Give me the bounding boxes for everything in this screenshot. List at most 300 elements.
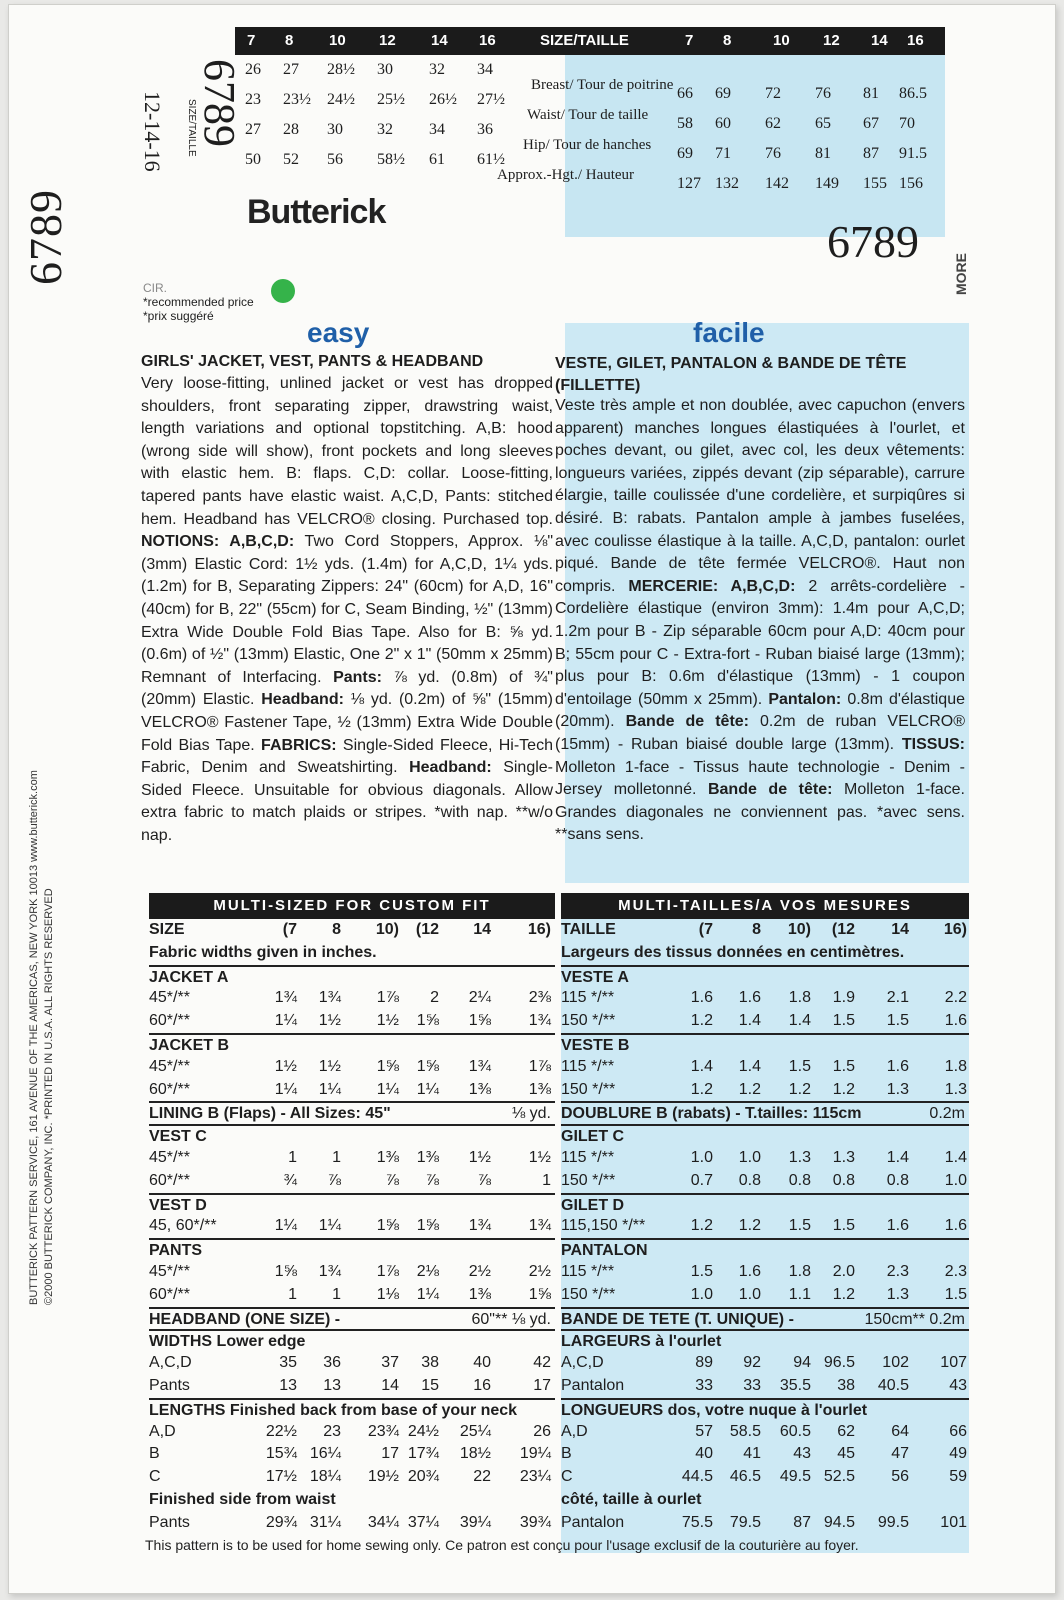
row-value: 1⅜	[376, 1148, 399, 1166]
table-row	[149, 1147, 555, 1170]
row-value: 1.3	[886, 1285, 909, 1303]
row-value: 101	[940, 1513, 967, 1531]
chart-left-size-4: 14	[431, 32, 448, 49]
table-row	[149, 1375, 555, 1398]
row-label: 60*/**	[149, 1285, 190, 1303]
table-title-bar: MULTI-SIZED FOR CUSTOM FIT	[149, 893, 555, 919]
side-pattern-number: 6789	[20, 189, 71, 285]
table-row	[149, 1079, 555, 1102]
table-row	[561, 1421, 969, 1444]
row-value: 64	[891, 1422, 909, 1440]
chart-right-size-2: 10	[773, 32, 790, 49]
body-measurement-chart	[235, 27, 945, 202]
row-label: JACKET A	[149, 968, 229, 986]
row-value: 1.0	[738, 1148, 761, 1166]
row-value: 1¾	[468, 1217, 491, 1235]
chart-right-size-3: 12	[823, 32, 840, 49]
row-value: 1⅝	[416, 1012, 439, 1030]
row-value: 1.2	[738, 1217, 761, 1235]
row-label: 45*/**	[149, 1262, 190, 1280]
row-value: 0.8	[886, 1171, 909, 1189]
row-value: 1.2	[690, 1217, 713, 1235]
flap-size-label	[127, 45, 197, 185]
row-value: 19½	[367, 1468, 399, 1486]
row-label: A,D	[561, 1422, 588, 1440]
row-label: HEADBAND (ONE SIZE) -	[149, 1310, 341, 1328]
row-value: 26	[533, 1422, 551, 1440]
row-value: 75.5	[681, 1513, 713, 1531]
row-value: 49.5	[779, 1468, 811, 1486]
row-value: 0.8	[788, 1171, 811, 1189]
chart-right-cell: 72	[765, 85, 781, 102]
row-value: 1	[288, 1148, 297, 1166]
row-value: 43	[793, 1445, 811, 1463]
flap-pattern-number: 6789	[195, 59, 244, 147]
table-row	[561, 1329, 969, 1352]
row-value: 1¾	[528, 1217, 551, 1235]
row-value: 1⅝	[416, 1217, 439, 1235]
row-value: 1⅜	[468, 1285, 491, 1303]
row-value: 1½	[528, 1148, 551, 1166]
row-value: 2⅛	[416, 1262, 439, 1280]
row-value: 1¼	[416, 1285, 439, 1303]
table-row	[149, 1193, 555, 1216]
row-label: LENGTHS Finished back from base of your neck	[149, 1401, 518, 1419]
row-value: 40	[473, 1354, 491, 1372]
row-label: SIZE	[149, 921, 185, 938]
row-value: 1.6	[944, 1012, 967, 1030]
row-label: DOUBLURE B (rabats) - T.tailles: 115cm	[561, 1105, 862, 1123]
row-label: 115 */**	[561, 1262, 615, 1280]
row-value: 1⅝	[468, 1012, 491, 1030]
row-value: (12	[831, 921, 855, 938]
table-row	[149, 1512, 555, 1535]
chart-right-cell: 81	[863, 85, 879, 102]
table-row	[561, 987, 969, 1010]
row-value: ⅞	[477, 1171, 491, 1189]
row-label: TAILLE	[561, 921, 616, 938]
chart-right-cell: 62	[765, 115, 781, 132]
row-value: 2.2	[944, 989, 967, 1007]
row-value: 8	[332, 921, 341, 938]
row-value: 1.6	[944, 1217, 967, 1235]
row-label: A,C,D	[149, 1354, 192, 1372]
row-extra: 60"** ⅛ yd.	[471, 1310, 551, 1328]
table-row	[149, 1352, 555, 1375]
row-value: 1.0	[690, 1285, 713, 1303]
chart-left-cell: 23	[245, 91, 261, 108]
row-label: B	[561, 1445, 572, 1463]
row-value: 56	[891, 1468, 909, 1486]
row-value: 1¾	[318, 989, 341, 1007]
chart-right-size-5: 16	[907, 32, 924, 49]
row-label: 150 */**	[561, 1012, 616, 1030]
table-row	[561, 1512, 969, 1535]
row-value: 1⅜	[528, 1080, 551, 1098]
table-row	[149, 1398, 555, 1421]
row-value: 1	[332, 1148, 341, 1166]
row-label: 150 */**	[561, 1285, 616, 1303]
table-row	[561, 1215, 969, 1238]
table-row	[561, 1101, 969, 1124]
row-value: 1.5	[832, 1057, 855, 1075]
row-value: 1.6	[886, 1217, 909, 1235]
chart-left-cell: 28	[283, 121, 299, 138]
row-value: 1.5	[944, 1285, 967, 1303]
table-row	[149, 1010, 555, 1033]
chart-right-cell: 71	[715, 145, 731, 162]
row-value: (7	[282, 921, 297, 938]
chart-left-size-3: 12	[379, 32, 396, 49]
row-label: Pants	[149, 1376, 190, 1394]
row-value: 58.5	[729, 1422, 761, 1440]
row-value: 1.4	[738, 1057, 761, 1075]
row-value: 33	[743, 1376, 761, 1394]
chart-right-cell: 91.5	[899, 145, 927, 162]
row-label: 115 */**	[561, 1148, 615, 1166]
table-row	[149, 1101, 555, 1124]
row-value: 47	[891, 1445, 909, 1463]
chart-left-cell: 50	[245, 151, 261, 168]
chart-left-cell: 26	[245, 61, 261, 78]
row-value: 40	[695, 1445, 713, 1463]
chart-left-size-0: 7	[247, 32, 256, 49]
row-label: VESTE B	[561, 1036, 630, 1054]
chart-size-title: SIZE/TAILLE	[540, 32, 629, 49]
row-value: 1½	[468, 1148, 491, 1166]
chart-left-cell: 26½	[429, 91, 457, 108]
chart-left-cell: 30	[377, 61, 393, 78]
pattern-envelope-back	[8, 4, 1056, 1594]
row-label: VEST C	[149, 1128, 207, 1146]
row-value: 35	[279, 1354, 297, 1372]
row-label: Pantalon	[561, 1376, 625, 1394]
row-value: 60.5	[779, 1422, 811, 1440]
row-value: 1.6	[738, 1262, 761, 1280]
row-extra: 0.2m	[929, 1105, 965, 1123]
corner-text: MORE	[953, 253, 969, 295]
table-row	[149, 1124, 555, 1147]
row-label: Fabric widths given in inches.	[149, 943, 377, 961]
row-value: 40.5	[877, 1376, 909, 1394]
chart-right-cell: 149	[815, 175, 839, 192]
row-value: 1.6	[886, 1057, 909, 1075]
chart-right-cell: 76	[765, 145, 781, 162]
table-row	[149, 919, 555, 942]
row-value: 38	[837, 1376, 855, 1394]
table-row	[149, 1443, 555, 1466]
row-label: GILET C	[561, 1128, 625, 1146]
row-value: 2¼	[468, 989, 491, 1007]
chart-right-cell: 156	[899, 175, 923, 192]
price-dot	[271, 279, 295, 303]
row-label: PANTS	[149, 1242, 203, 1260]
table-row	[149, 1215, 555, 1238]
row-value: 66	[949, 1422, 967, 1440]
row-label: C	[149, 1468, 161, 1486]
row-value: 1⅜	[468, 1080, 491, 1098]
row-label: 115 */**	[561, 1057, 615, 1075]
row-value: 1.8	[788, 1262, 811, 1280]
row-value: 1⅛	[376, 1285, 399, 1303]
row-value: 1¼	[274, 1080, 297, 1098]
chart-left-cell: 34	[429, 121, 445, 138]
brand-logo: Butterick	[247, 193, 386, 231]
chart-right-size-0: 7	[685, 32, 694, 49]
row-value: 49	[949, 1445, 967, 1463]
table-row	[561, 1375, 969, 1398]
row-value: ⅞	[385, 1171, 399, 1189]
row-value: 1⅝	[274, 1262, 297, 1280]
row-extra: ⅛ yd.	[511, 1105, 551, 1123]
chart-left-cell: 25½	[377, 91, 405, 108]
row-label: Largeurs des tissus données en centimètres.	[561, 943, 905, 961]
row-label: 115 */**	[561, 989, 615, 1007]
flap-size-caption: SIZE/TAILLE	[186, 99, 197, 157]
row-value: 36	[323, 1354, 341, 1372]
row-value: 99.5	[877, 1513, 909, 1531]
row-label: C	[561, 1468, 573, 1486]
chart-left-cell: 34	[477, 61, 493, 78]
chart-left-cell: 27	[245, 121, 261, 138]
row-value: 35.5	[779, 1376, 811, 1394]
row-value: 1.3	[886, 1080, 909, 1098]
row-label: 60*/**	[149, 1080, 190, 1098]
row-value: 16¼	[309, 1445, 341, 1463]
row-value: 1.2	[788, 1080, 811, 1098]
row-value: 2.3	[886, 1262, 909, 1280]
row-value: 38	[421, 1354, 439, 1372]
row-value: 1¾	[468, 1057, 491, 1075]
french-heading: facile	[693, 317, 765, 348]
row-label: 45*/**	[149, 1057, 190, 1075]
row-value: 1.5	[886, 1012, 909, 1030]
table-row	[149, 1033, 555, 1056]
row-value: 62	[837, 1422, 855, 1440]
row-value: 13	[279, 1376, 297, 1394]
row-label: 45, 60*/**	[149, 1217, 217, 1235]
chart-measure-label: Hip/ Tour de hanches	[523, 137, 652, 153]
row-value: 37¼	[407, 1513, 439, 1531]
row-value: 1.4	[886, 1148, 909, 1166]
row-label: JACKET B	[149, 1036, 230, 1054]
row-value: 1.3	[944, 1080, 967, 1098]
row-value: 1	[332, 1285, 341, 1303]
table-row	[561, 919, 969, 942]
row-value: 1.5	[690, 1262, 713, 1280]
row-value: 17¾	[407, 1445, 439, 1463]
row-value: 24½	[407, 1422, 439, 1440]
row-value: 1.2	[832, 1285, 855, 1303]
row-value: 1.0	[944, 1171, 967, 1189]
row-value: 79.5	[729, 1513, 761, 1531]
table-row	[149, 1284, 555, 1307]
table-row	[561, 1489, 969, 1512]
row-value: 1.2	[690, 1080, 713, 1098]
row-value: 94	[793, 1354, 811, 1372]
row-value: 1⅝	[376, 1217, 399, 1235]
table-row	[561, 1466, 969, 1489]
row-value: 1.6	[738, 989, 761, 1007]
row-value: 1⅝	[376, 1057, 399, 1075]
row-value: 15¾	[265, 1445, 297, 1463]
english-title: GIRLS' JACKET, VEST, PANTS & HEADBAND	[141, 353, 484, 370]
chart-right-size-1: 8	[723, 32, 732, 49]
row-value: 1.2	[690, 1012, 713, 1030]
row-value: 23¼	[519, 1468, 551, 1486]
row-value: 20¾	[407, 1468, 439, 1486]
row-value: 89	[695, 1354, 713, 1372]
pattern-number: 6789	[827, 216, 919, 267]
table-row	[561, 1193, 969, 1216]
yardage-table-english	[149, 893, 555, 1535]
row-value: 1⅝	[416, 1057, 439, 1075]
row-value: 39¼	[459, 1513, 491, 1531]
row-value: 8	[752, 921, 761, 938]
chart-left-cell: 56	[327, 151, 343, 168]
table-row	[561, 1079, 969, 1102]
chart-left-cell: 61	[429, 151, 445, 168]
row-value: 10)	[787, 921, 811, 938]
row-value: 2½	[528, 1262, 551, 1280]
row-value: 23¾	[367, 1422, 399, 1440]
row-value: 14	[381, 1376, 399, 1394]
row-value: 1.9	[832, 989, 855, 1007]
chart-left-size-5: 16	[479, 32, 496, 49]
row-value: 16	[473, 1376, 491, 1394]
chart-left-cell: 27½	[477, 91, 505, 108]
row-value: 96.5	[823, 1354, 855, 1372]
row-value: 23	[323, 1422, 341, 1440]
row-value: 1½	[318, 1012, 341, 1030]
row-value: 1.2	[738, 1080, 761, 1098]
row-value: 39¾	[519, 1513, 551, 1531]
row-value: 1½	[274, 1057, 297, 1075]
row-value: 2⅜	[528, 989, 551, 1007]
row-value: 45	[837, 1445, 855, 1463]
row-label: LARGEURS à l'ourlet	[561, 1333, 722, 1351]
row-value: 17½	[265, 1468, 297, 1486]
row-value: 107	[940, 1354, 967, 1372]
chart-right-cell: 60	[715, 115, 731, 132]
row-label: Finished side from waist	[149, 1490, 336, 1508]
chart-left-cell: 30	[327, 121, 343, 138]
table-row	[561, 1307, 969, 1330]
row-value: 22½	[265, 1422, 297, 1440]
chart-left-cell: 36	[477, 121, 493, 138]
price-note: CIR. *recommended price *prix suggéré	[143, 281, 254, 323]
row-value: 87	[793, 1513, 811, 1531]
table-row	[561, 1147, 969, 1170]
table-row	[561, 1010, 969, 1033]
table-row	[149, 1238, 555, 1261]
row-value: 1	[288, 1285, 297, 1303]
row-value: 2.1	[886, 989, 909, 1007]
row-label: Pantalon	[561, 1513, 625, 1531]
row-label: 45*/**	[149, 989, 190, 1007]
chart-right-cell: 86.5	[899, 85, 927, 102]
chart-measure-label: Breast/ Tour de poitrine	[531, 77, 674, 93]
row-value: 1¼	[318, 1217, 341, 1235]
row-value: 1.8	[944, 1057, 967, 1075]
chart-right-cell: 65	[815, 115, 831, 132]
chart-header-bar	[235, 27, 945, 55]
chart-left-cell: 27	[283, 61, 299, 78]
row-value: 1¾	[528, 1012, 551, 1030]
footer-note: This pattern is to be used for home sewing only. Ce patron est conçu pour l'usage exclusif de la couturière au foyer.	[145, 1537, 859, 1553]
table-row	[149, 1329, 555, 1352]
row-value: 1¾	[274, 989, 297, 1007]
table-row	[561, 1284, 969, 1307]
chart-right-cell: 69	[715, 85, 731, 102]
chart-right-cell: 76	[815, 85, 831, 102]
row-value: 1⅞	[376, 989, 399, 1007]
chart-right-cell: 127	[677, 175, 701, 192]
french-description: Veste très ample et non doublée, avec capuchon (envers apparent) manches longues élastiquées à l'ourlet, et poches devant, ou gilet, avec col, les deux vêtements: longueurs variées, zippés devant (zip séparable), carrure élargie, taille coulissée d'une cordelière, et surpiqûres si désiré. B: rabats. Pantalon ample à jambes fuselées, avec coulisse élastique à la taille. A,C,D, pantalon: ourlet piqué. Bande de tête fermée VELCRO®. Haut non compris. MERCERIE: A,B,C,D: 2 arrêts-cordelière - Cordelière élastique (environ 3mm): 1.4m pour A,C,D; 1.2m pour B - Zip séparable 60cm pour A,D: 40cm pour B; 55cm pour C - Extra-fort - Ruban biaisé large (13mm); plus pour B: 0.6m d'élastique (13mm) - 1 coupon d'entoilage (50mm x 25mm). Pantalon: 0.8m d'élastique (20mm). Bande de tête: 0.2m de ruban VELCRO® (15mm) - Ruban biaisé double large (13mm). TISSUS: Molleton 1-face - Tissus haute technologie - Denim - Jersey molletonné. Bande de tête: Molleton 1-face. Grandes diagonales ne conviennent pas. *avec sens. **sans sens.	[555, 397, 965, 844]
chart-left-size-1: 8	[285, 32, 294, 49]
chart-left-cell: 32	[377, 121, 393, 138]
table-row	[149, 1170, 555, 1193]
chart-left-cell: 23½	[283, 91, 311, 108]
row-value: 1⅞	[528, 1057, 551, 1075]
row-value: ⅞	[327, 1171, 341, 1189]
row-value: 31¼	[309, 1513, 341, 1531]
row-value: 2	[430, 989, 439, 1007]
row-value: 57	[695, 1422, 713, 1440]
row-value: 1¾	[318, 1262, 341, 1280]
chart-left-cell: 32	[429, 61, 445, 78]
chart-left-cell: 52	[283, 151, 299, 168]
row-value: 2½	[468, 1262, 491, 1280]
table-row	[149, 1261, 555, 1284]
row-value: 0.7	[690, 1171, 713, 1189]
row-label: GILET D	[561, 1196, 625, 1214]
row-label: PANTALON	[561, 1242, 648, 1260]
row-value: 1.3	[832, 1148, 855, 1166]
table-row	[561, 1398, 969, 1421]
chart-right-cell: 67	[863, 115, 879, 132]
row-value: 1.5	[832, 1012, 855, 1030]
row-value: 1.0	[690, 1148, 713, 1166]
chart-right-cell: 69	[677, 145, 693, 162]
row-value: ⅞	[425, 1171, 439, 1189]
row-value: 13	[323, 1376, 341, 1394]
table-row	[149, 965, 555, 988]
row-value: 1.5	[788, 1057, 811, 1075]
row-value: 37	[381, 1354, 399, 1372]
row-label: côté, taille à ourlet	[561, 1490, 702, 1508]
row-value: (12	[415, 921, 439, 938]
row-value: 34¼	[367, 1513, 399, 1531]
row-value: 15	[421, 1376, 439, 1394]
row-value: 33	[695, 1376, 713, 1394]
row-value: 46.5	[729, 1468, 761, 1486]
chart-left-cell: 61½	[477, 151, 505, 168]
row-label: 150 */**	[561, 1080, 616, 1098]
table-row	[561, 1352, 969, 1375]
chart-right-cell: 66	[677, 85, 693, 102]
row-value: 16)	[943, 921, 967, 938]
row-value: 52.5	[823, 1468, 855, 1486]
table-row	[149, 987, 555, 1010]
row-value: 1⅜	[416, 1148, 439, 1166]
row-value: 19¼	[519, 1445, 551, 1463]
row-value: 1.4	[738, 1012, 761, 1030]
row-label: LONGUEURS dos, votre nuque à l'ourlet	[561, 1401, 868, 1419]
row-value: 17	[533, 1376, 551, 1394]
table-row	[561, 1033, 969, 1056]
row-value: 29¾	[265, 1513, 297, 1531]
